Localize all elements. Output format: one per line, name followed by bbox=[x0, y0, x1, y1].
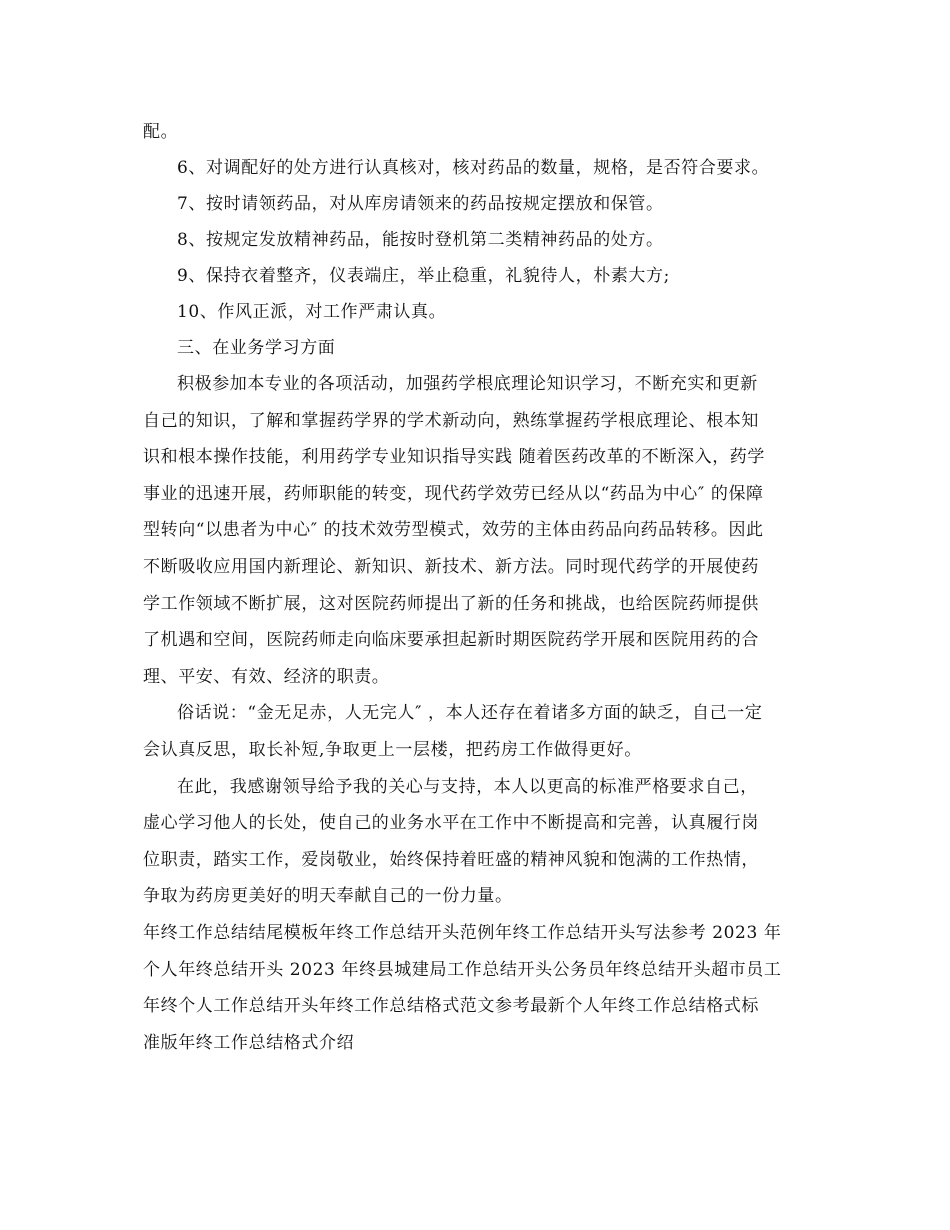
paragraph-line: 型转向“以患者为中心″ 的技术效劳型模式，效劳的主体由药品向药品转移。因此 bbox=[143, 520, 764, 541]
list-item-6: 6、对调配好的处方进行认真核对，核对药品的数量，规格，是否符合要求。 bbox=[177, 158, 770, 178]
related-links bbox=[143, 915, 809, 1061]
paragraph-line: 事业的迅速开展，药师职能的转变，现代药学效劳已经从以“药品为中心″ 的保障 bbox=[143, 483, 764, 504]
paragraph-study bbox=[143, 366, 809, 695]
paragraph-line: 位职责，踏实工作，爱岗敬业，始终保持着旺盛的精神风貌和饱满的工作热情， bbox=[143, 849, 759, 870]
text-line: 配。 bbox=[143, 122, 179, 142]
paragraph-line: 会认真反思，取长补短,争取更上一层楼，把药房工作做得更好。 bbox=[143, 739, 642, 760]
section-heading: 三、在业务学习方面 bbox=[177, 338, 336, 358]
paragraph-line: 虚心学习他人的长处，使自己的业务水平在工作中不断提高和完善，认真履行岗 bbox=[143, 813, 759, 834]
related-links-line: 年终工作总结结尾模板年终工作总结开头范例年终工作总结开头写法参考 2023 年 bbox=[143, 922, 782, 943]
paragraph-line: 积极参加本专业的各项活动，加强药学根底理论知识学习，不断充实和更新 bbox=[177, 374, 758, 394]
paragraph-line: 俗话说：“金无足赤，人无完人″ ，本人还存在着诸多方面的缺乏，自己一定 bbox=[177, 703, 763, 724]
paragraph-line: 自己的知识，了解和掌握药学界的学术新动向，熟练掌握药学根底理论、根本知 bbox=[143, 410, 759, 431]
paragraph-line: 学工作领域不断扩展，这对医院药师提出了新的任务和挑战，也给医院药师提供 bbox=[143, 593, 759, 614]
list-item-7: 7、按时请领药品，对从库房请领来的药品按规定摆放和保管。 bbox=[177, 194, 664, 214]
paragraph-line: 理、平安、有效、经济的职责。 bbox=[143, 666, 390, 687]
paragraph-line: 识和根本操作技能，利用药学专业知识指导实践 随着医药改革的不断深入，药学 bbox=[143, 447, 766, 468]
related-links-line: 年终个人工作总结开头年终工作总结格式范文参考最新个人年终工作总结格式标 bbox=[143, 996, 759, 1017]
paragraph-line: 不断吸收应用国内新理论、新知识、新技术、新方法。同时现代药学的开展使药 bbox=[143, 556, 759, 577]
document-body bbox=[143, 114, 809, 1061]
list-item-9: 9、保持衣着整齐，仪表端庄，举止稳重，礼貌待人，朴素大方; bbox=[177, 266, 670, 286]
paragraph-line: 争取为药房更美好的明天奉献自己的一份力量。 bbox=[143, 886, 513, 907]
paragraph-thanks bbox=[143, 769, 809, 915]
paragraph-saying bbox=[143, 695, 809, 768]
list-item-8: 8、按规定发放精神药品，能按时登机第二类精神药品的处方。 bbox=[177, 230, 664, 250]
paragraph-line: 了机遇和空间，医院药师走向临床要承担起新时期医院药学开展和医院用药的合 bbox=[143, 630, 759, 651]
related-links-line: 准版年终工作总结格式介绍 bbox=[143, 1032, 355, 1053]
paragraph-line: 在此，我感谢领导给予我的关心与支持，本人以更高的标准严格要求自己， bbox=[177, 776, 758, 797]
list-item-10: 10、作风正派，对工作严肃认真。 bbox=[177, 302, 447, 322]
related-links-line: 个人年终总结开头 2023 年终县城建局工作总结开头公务员年终总结开头超市员工 bbox=[143, 959, 782, 980]
